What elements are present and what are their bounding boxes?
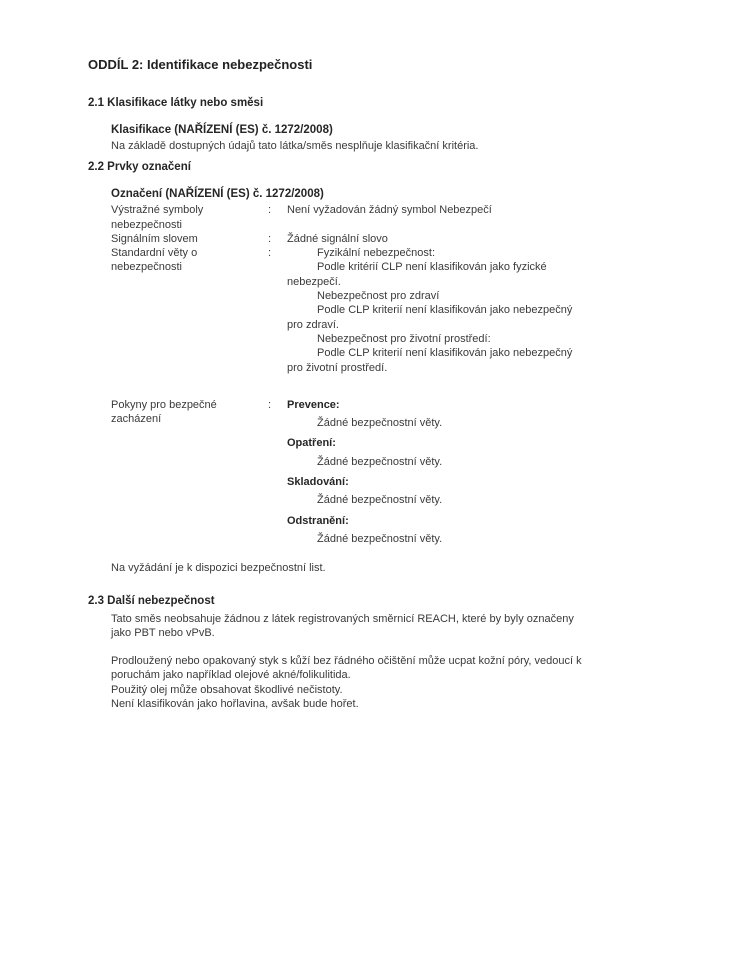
paragraph-line: Prodloužený nebo opakovaný styk s kůží bez řádného očištění může ucpat kožní póry, vedoucí k [111, 655, 582, 668]
disposal-title: Odstranění: [287, 514, 349, 527]
classification-block [111, 123, 656, 153]
subsection-2-3-heading: 2.3 Další nebezpečnost [88, 594, 215, 607]
hazard-statement-line: Nebezpečnost pro zdraví [317, 290, 440, 303]
subsection-2-1-heading: 2.1 Klasifikace látky nebo směsi [88, 97, 264, 109]
paragraph-line: Tato směs neobsahuje žádnou z látek registrovaných směrnicí REACH, které by byly označeny [111, 612, 574, 625]
colon-separator: : [268, 247, 272, 260]
labelling-regulation-heading: Označení (NAŘÍZENÍ (ES) č. 1272/2008) [111, 188, 324, 201]
precautionary-statements-label: Pokyny pro bezpečné zacházení [111, 398, 217, 426]
disposal-text: Žádné bezpečnostní věty. [317, 532, 443, 545]
hazard-symbols-row [111, 203, 656, 232]
paragraph-line: Použitý olej může obsahovat škodlivé nečistoty. [111, 683, 343, 696]
statement-group-storage [287, 475, 656, 508]
statement-group-prevention [287, 398, 656, 431]
precautionary-statements-row [111, 398, 656, 552]
subsection-2-2-heading: 2.2 Prvky označení [88, 161, 191, 174]
other-hazards-paragraph [111, 654, 656, 711]
reach-paragraph [111, 612, 656, 641]
hazard-statement-line: pro životní prostředí. [287, 361, 388, 374]
hazard-symbols-value: Není vyžadován žádný symbol Nebezpečí [287, 204, 492, 217]
hazard-statements-label: Standardní věty o nebezpečnosti [111, 247, 198, 274]
classification-regulation-heading: Klasifikace (NAŘÍZENÍ (ES) č. 1272/2008) [111, 124, 333, 136]
hazard-statement-line: Nebezpečnost pro životní prostředí: [317, 332, 491, 345]
signal-word-value: Žádné signální slovo [287, 232, 388, 245]
hazard-statement-line: Podle CLP kriterií není klasifikován jako nebezpečný [317, 347, 573, 360]
colon-separator: : [268, 232, 272, 245]
storage-title: Skladování: [287, 476, 349, 489]
colon-separator: : [268, 204, 272, 217]
prevention-title: Prevence: [287, 398, 340, 411]
hazard-statement-line: pro zdraví. [287, 318, 339, 331]
prevention-text: Žádné bezpečnostní věty. [317, 417, 443, 430]
sds-availability-note: Na vyžádání je k dispozici bezpečnostní list. [111, 562, 326, 575]
other-hazards-section [88, 594, 656, 712]
signal-word-label: Signálním slovem [111, 232, 198, 245]
statement-group-response [287, 436, 656, 469]
hazard-statement-line: Fyzikální nebezpečnost: [317, 247, 436, 260]
hazard-statements-value [287, 246, 656, 375]
statement-group-disposal [287, 514, 656, 547]
paragraph-line: poruchám jako například olejové akné/folikulitida. [111, 669, 351, 682]
section-2-heading: ODDÍL 2: Identifikace nebezpečnosti [88, 57, 313, 72]
hazard-statements-row [111, 246, 656, 375]
hazard-statement-line: nebezpečí. [287, 275, 341, 288]
response-title: Opatření: [287, 437, 336, 450]
hazard-symbols-label: Výstražné symboly nebezpečnosti [111, 204, 204, 231]
hazard-statement-line: Podle CLP kriterií není klasifikován jako nebezpečný [317, 304, 573, 317]
labelling-block [111, 187, 656, 575]
paragraph-line: Není klasifikován jako hořlavina, avšak bude hořet. [111, 698, 359, 711]
hazard-statement-line: Podle kritérií CLP není klasifikován jako fyzické [317, 261, 547, 274]
storage-text: Žádné bezpečnostní věty. [317, 494, 443, 507]
colon-separator: : [268, 398, 272, 411]
response-text: Žádné bezpečnostní věty. [317, 455, 443, 468]
signal-word-row [111, 232, 656, 246]
classification-statement: Na základě dostupných údajů tato látka/směs nesplňuje klasifikační kritéria. [111, 140, 479, 152]
paragraph-line: jako PBT nebo vPvB. [111, 626, 215, 639]
precautionary-statements-value [287, 398, 656, 552]
